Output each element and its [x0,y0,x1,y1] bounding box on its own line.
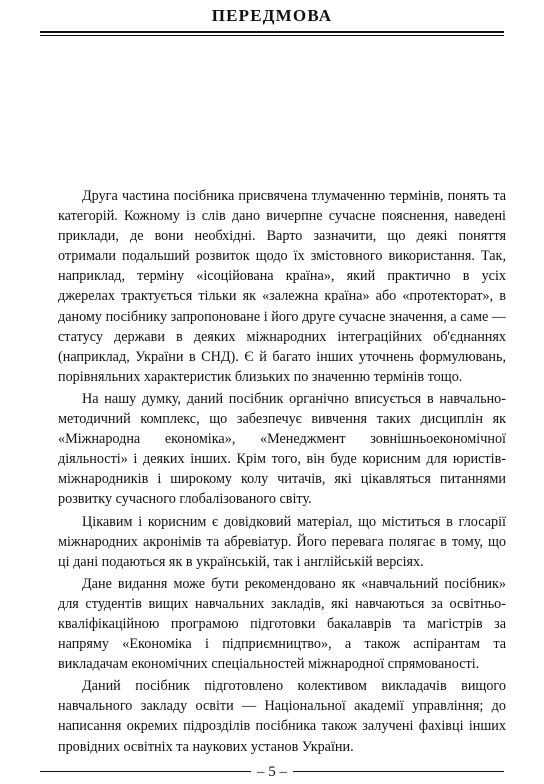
paragraph: На нашу думку, даний посібник органічно вписується в навчально-методичний комплекс, що забезпечує вивчення таких дисциплін як «Міжнародна економіка», «Менеджмент зовнішньоекономічної діяльності» і деяких інших. Крім того, він буде корисним для юристів-міжнародників і широкому колу читачів, які цікавляться питаннями розвитку сучасного глобалізованого світу. [58,390,506,508]
header-double-rule [40,31,504,36]
page-number-dash-left: – [257,764,265,780]
paragraph: Дане видання може бути рекомендовано як «навчальний посібник» для студентів вищих навчальних закладів, які навчаються за освітньо-кваліфікаційною програмою підготовки бакалаврів та магістрів за напряму «Економіка і підприємництво», а також аспірантам та викладачам економічних спеціальностей міжнародної спрямованості. [58,575,506,673]
page-footer [0,762,544,782]
body-text [58,186,506,759]
paragraph: Цікавим і корисним є довідковий матеріал, що міститься в глосарії міжнародних акронімів та абревіатур. Його перевага полягає в тому, що ці дані подаються як в українській, так і англійській версіях. [58,513,506,570]
page-title: ПЕРЕДМОВА [211,6,333,25]
page-number: 5 [268,764,276,780]
page-number-block [251,762,293,782]
page-header [40,4,504,32]
page-number-dash-right: – [279,764,287,780]
paragraph: Друга частина посібника присвячена тлумаченню термінів, понять та категорій. Кожному із слів дано вичерпне сучасне пояснення, наведені приклади, де вони необхідні. Варто зазначити, що деякі поняття отримали подальший розвиток щодо їх змістовного використання. Так, наприклад, терміну «ісоційована країна», який практично в усіх джерелах трактується тільки як «залежна країна» або «протекторат», в даному посібнику запропоноване і його друге сучасне значення, а саме — статусу держави в деяких міжнародних інтеграційних об'єднаннях (наприклад, України в СНД). Є й багато інших уточнень формулювань, порівняльних характеристик близьких по значенню термінів тощо. [58,188,506,385]
paragraph: Даний посібник підготовлено колективом викладачів вищого навчального закладу освіти — Національної академії управління; до написання окремих підрозділів посібника також залучені фахівці інших провідних освітніх та наукових установ України. [58,678,506,755]
